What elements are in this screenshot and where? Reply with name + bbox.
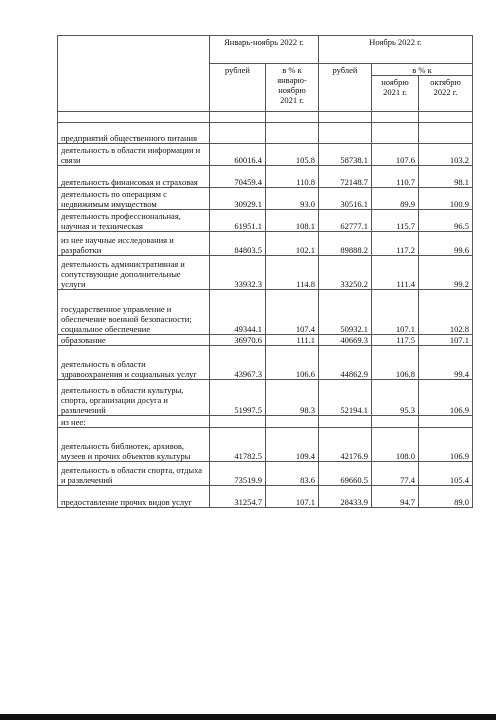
cell-nov-pct-2021: 106.8	[372, 346, 419, 380]
table-row	[58, 290, 473, 335]
cell-nov-pct-oct: 106.9	[419, 380, 473, 416]
cell-jan-nov-pct: 107.1	[266, 486, 319, 508]
row-label: предприятий общественного питания	[58, 123, 210, 144]
cell-nov-pct-2021: 110.7	[372, 166, 419, 188]
cell-jan-nov-pct: 111.1	[266, 335, 319, 346]
cell-nov-pct-oct: 99.4	[419, 346, 473, 380]
salary-table	[57, 35, 473, 508]
cell-jan-nov-pct	[266, 123, 319, 144]
header-nov: Ноябрь 2022 г.	[319, 36, 473, 64]
cell-nov-pct-2021	[372, 416, 419, 428]
row-label: деятельность в области культуры, спорта, организации досуга и развлечений	[58, 380, 210, 416]
cell-jan-nov-rub: 60016.4	[210, 144, 266, 166]
header-nov-2021: ноябрю 2021 г.	[372, 76, 419, 112]
table-row	[58, 123, 473, 144]
cell-nov-pct-2021: 107.1	[372, 290, 419, 335]
cell-jan-nov-rub: 51997.5	[210, 380, 266, 416]
cell-nov-pct-oct: 106.9	[419, 428, 473, 462]
cell-jan-nov-pct: 102.1	[266, 232, 319, 256]
header-pct-jan-nov: в % к январю-ноябрю 2021 г.	[266, 64, 319, 112]
cell-nov-pct-oct: 107.1	[419, 335, 473, 346]
header-corner	[58, 36, 210, 112]
cell-nov-rub: 52194.1	[319, 380, 372, 416]
table-row	[58, 428, 473, 462]
row-label: предоставление прочих видов услуг	[58, 486, 210, 508]
cell-nov-rub: 89888.2	[319, 232, 372, 256]
cell-jan-nov-rub: 70459.4	[210, 166, 266, 188]
cell-nov-pct-oct	[419, 416, 473, 428]
cell-nov-rub: 40669.3	[319, 335, 372, 346]
table-row	[58, 486, 473, 508]
cell-nov-pct-2021: 89.9	[372, 188, 419, 210]
cell-nov-rub: 72148.7	[319, 166, 372, 188]
cell-nov-pct-oct	[419, 123, 473, 144]
table-row	[58, 144, 473, 166]
cell-nov-pct-2021: 95.3	[372, 380, 419, 416]
cell-jan-nov-rub: 36970.6	[210, 335, 266, 346]
cell-nov-pct-2021: 108.0	[372, 428, 419, 462]
cell-jan-nov-pct: 114.8	[266, 256, 319, 290]
cell-jan-nov-rub	[210, 123, 266, 144]
cell-jan-nov-pct: 108.1	[266, 210, 319, 232]
cell-nov-rub: 30516.1	[319, 188, 372, 210]
cell-nov-pct-2021: 94.7	[372, 486, 419, 508]
cell-nov-pct-2021: 117.5	[372, 335, 419, 346]
spacer-row	[58, 112, 473, 123]
cell-nov-pct-2021: 115.7	[372, 210, 419, 232]
cell-jan-nov-pct: 93.0	[266, 188, 319, 210]
header-row-1	[58, 36, 473, 64]
row-label: деятельность в области здравоохранения и социальных услуг	[58, 346, 210, 380]
row-label: деятельность по операциям с недвижимым имуществом	[58, 188, 210, 210]
cell-jan-nov-rub: 61951.1	[210, 210, 266, 232]
cell-jan-nov-pct	[266, 416, 319, 428]
header-jan-nov: Январь-ноябрь 2022 г.	[210, 36, 319, 64]
table-row	[58, 335, 473, 346]
cell-nov-pct-2021: 77.4	[372, 462, 419, 486]
cell-nov-rub: 28433.9	[319, 486, 372, 508]
cell-nov-rub: 62777.1	[319, 210, 372, 232]
cell-jan-nov-rub: 84803.5	[210, 232, 266, 256]
table-row	[58, 166, 473, 188]
cell-nov-rub: 69660.5	[319, 462, 372, 486]
row-label: деятельность профессиональная, научная и техническая	[58, 210, 210, 232]
cell-jan-nov-pct: 98.3	[266, 380, 319, 416]
cell-nov-pct-oct: 96.5	[419, 210, 473, 232]
cell-nov-rub	[319, 416, 372, 428]
page-bottom-edge	[0, 714, 496, 720]
table-row	[58, 416, 473, 428]
header-pct-of: в % к	[372, 64, 473, 76]
table-row	[58, 346, 473, 380]
cell-jan-nov-rub: 31254.7	[210, 486, 266, 508]
table-row	[58, 210, 473, 232]
row-label: деятельность административная и сопутствующие дополнительные услуги	[58, 256, 210, 290]
table-row	[58, 232, 473, 256]
cell-nov-rub: 50932.1	[319, 290, 372, 335]
cell-nov-pct-oct: 105.4	[419, 462, 473, 486]
cell-jan-nov-pct: 105.8	[266, 144, 319, 166]
row-label: деятельность библиотек, архивов, музеев и прочих объектов культуры	[58, 428, 210, 462]
cell-jan-nov-rub: 33932.3	[210, 256, 266, 290]
cell-nov-pct-oct: 89.0	[419, 486, 473, 508]
cell-jan-nov-rub: 30929.1	[210, 188, 266, 210]
cell-nov-rub: 58738.1	[319, 144, 372, 166]
header-oct-2022: октябрю 2022 г.	[419, 76, 473, 112]
row-label: из нее научные исследования и разработки	[58, 232, 210, 256]
cell-nov-rub	[319, 123, 372, 144]
cell-nov-pct-2021: 117.2	[372, 232, 419, 256]
cell-jan-nov-pct: 109.4	[266, 428, 319, 462]
cell-nov-pct-oct: 100.9	[419, 188, 473, 210]
cell-jan-nov-rub: 41782.5	[210, 428, 266, 462]
table-row	[58, 380, 473, 416]
cell-nov-pct-oct: 99.2	[419, 256, 473, 290]
row-label: деятельность в области спорта, отдыха и развлечений	[58, 462, 210, 486]
cell-jan-nov-pct: 110.8	[266, 166, 319, 188]
table-row	[58, 256, 473, 290]
cell-nov-rub: 33250.2	[319, 256, 372, 290]
cell-nov-rub: 44862.9	[319, 346, 372, 380]
cell-jan-nov-pct: 107.4	[266, 290, 319, 335]
cell-jan-nov-rub: 49344.1	[210, 290, 266, 335]
cell-nov-pct-oct: 98.1	[419, 166, 473, 188]
cell-nov-pct-oct: 102.8	[419, 290, 473, 335]
cell-nov-pct-2021	[372, 123, 419, 144]
cell-nov-pct-2021: 111.4	[372, 256, 419, 290]
cell-nov-pct-2021: 107.6	[372, 144, 419, 166]
cell-jan-nov-rub	[210, 416, 266, 428]
cell-nov-pct-oct: 103.2	[419, 144, 473, 166]
cell-nov-pct-oct: 99.6	[419, 232, 473, 256]
row-label: государственное управление и обеспечение военной безопасности; социальное обеспечение	[58, 290, 210, 335]
table-row	[58, 462, 473, 486]
cell-jan-nov-rub: 43967.3	[210, 346, 266, 380]
header-rub-1: рублей	[210, 64, 266, 112]
header-rub-2: рублей	[319, 64, 372, 112]
cell-jan-nov-pct: 83.6	[266, 462, 319, 486]
table-row	[58, 188, 473, 210]
row-label: деятельность в области информации и связи	[58, 144, 210, 166]
cell-nov-rub: 42176.9	[319, 428, 372, 462]
cell-jan-nov-rub: 73519.9	[210, 462, 266, 486]
row-label: из нее:	[58, 416, 210, 428]
row-label: образование	[58, 335, 210, 346]
row-label: деятельность финансовая и страховая	[58, 166, 210, 188]
cell-jan-nov-pct: 106.6	[266, 346, 319, 380]
